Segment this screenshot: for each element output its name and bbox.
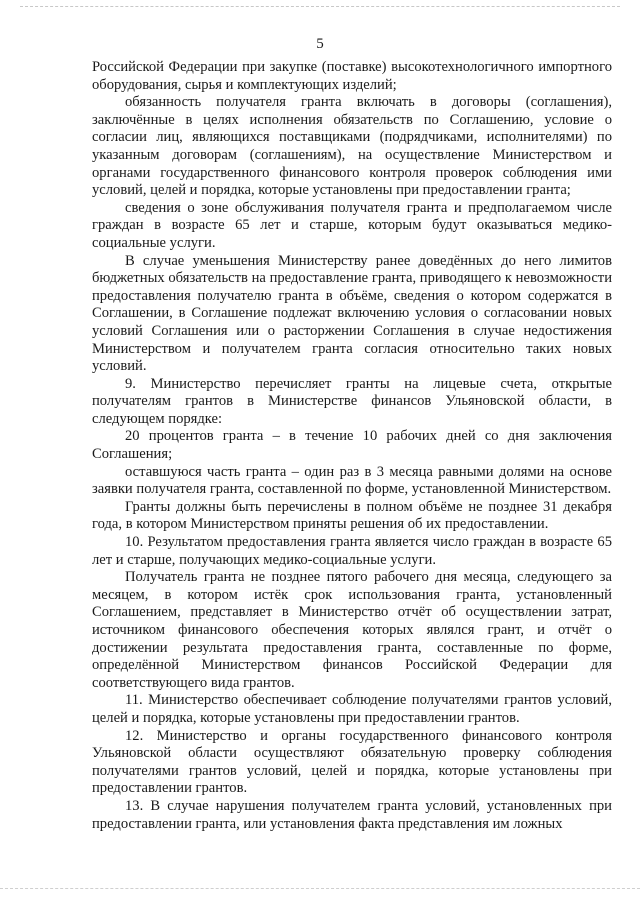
paragraph: 11. Министерство обеспечивает соблюдение получателями грантов условий, целей и порядка, которые установлены при предоставлении грантов.	[92, 692, 612, 726]
paragraph: 9. Министерство перечисляет гранты на лицевые счета, открытые получателям грантов в Министерстве финансов Ульяновской области, в следующем порядке:	[92, 375, 612, 427]
paragraph: Российской Федерации при закупке (поставке) высокотехнологичного импортного оборудования, сырья и комплектующих изделий;	[92, 59, 612, 93]
paragraph: 13. В случае нарушения получателем гранта условий, установленных при предоставлении гранта, или установления факта представления им ложных	[92, 797, 612, 832]
scan-edge-top	[20, 6, 620, 7]
paragraph: Получатель гранта не позднее пятого рабочего дня месяца, следующего за месяцем, в котором истёк срок использования гранта, установленный Соглашением, представляет в Министерство отчёт об осуществлении затрат, источником финансового обеспечения которых являлся грант, и отчёт о достижении результата предоставления гранта, составленные по форме, определённой Министерством финансов Российской Федерации для соответствующего вида грантов.	[92, 569, 612, 691]
paragraph: 12. Министерство и органы государственного финансового контроля Ульяновской области осуществляют обязательную проверку соблюдения получателями грантов условий, целей и порядка, которые установлены при предоставлении грантов.	[92, 727, 612, 797]
scan-edge-bottom	[0, 888, 640, 889]
paragraph: 20 процентов гранта – в течение 10 рабочих дней со дня заключения Соглашения;	[92, 428, 612, 463]
paragraph: Гранты должны быть перечислены в полном объёме не позднее 31 декабря года, в котором Министерством приняты решения об их предоставлении.	[92, 498, 612, 533]
paragraph: В случае уменьшения Министерству ранее доведённых до него лимитов бюджетных обязательств на предоставление гранта, приводящего к невозможности предоставления получателю гранта в объёме, сведения о котором содержатся в Соглашении, в Соглашение подлежат включению условия о согласовании новых условий Соглашения или о расторжении Соглашения в случае недостижения Министерством и получателем гранта согласия относительно таких новых условий.	[92, 252, 612, 375]
paragraph: обязанность получателя гранта включать в договоры (соглашения), заключённые в целях исполнения обязательств по Соглашению, условие о согласии лиц, являющихся поставщиками (подрядчиками, исполнителями) по указанным договорам (соглашениям), на осуществление Министерством и органами государственного финансового контроля проверок соблюдения ими условий, целей и порядка, которые установлены при предоставлении гранта;	[92, 94, 612, 199]
paragraph: оставшуюся часть гранта – один раз в 3 месяца равными долями на основе заявки получателя гранта, составленной по форме, установленной Министерством.	[92, 463, 612, 498]
paragraph: 10. Результатом предоставления гранта является число граждан в возрасте 65 лет и старше, получающих медико-социальные услуги.	[92, 534, 612, 568]
paragraph: сведения о зоне обслуживания получателя гранта и предполагаемом числе граждан в возрасте 65 лет и старше, которым будут оказываться медико-социальные услуги.	[92, 199, 612, 251]
page-number: 5	[316, 36, 324, 52]
document-body	[92, 59, 612, 833]
